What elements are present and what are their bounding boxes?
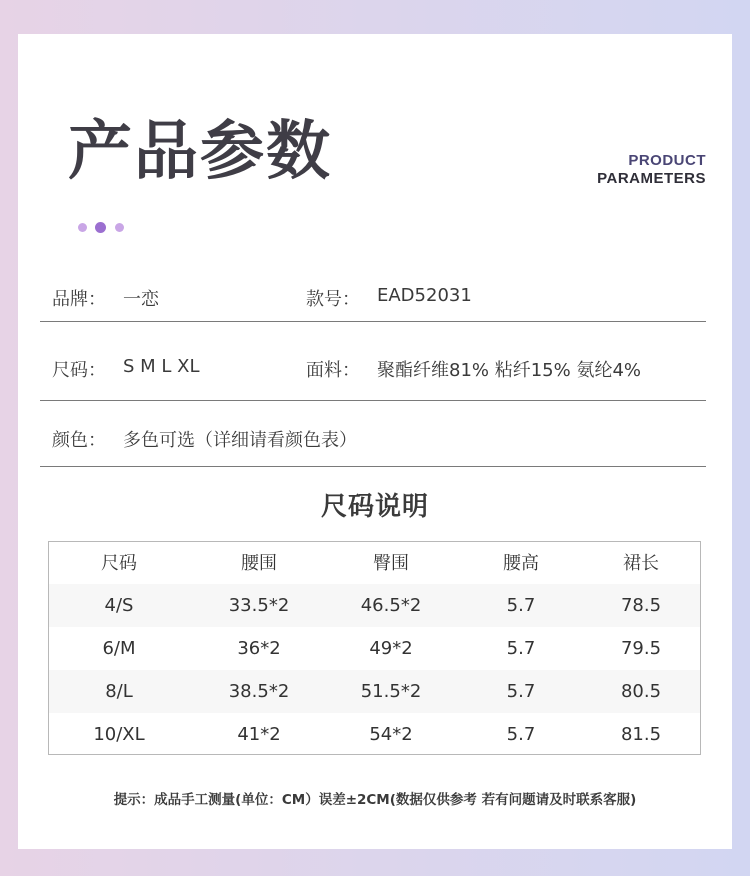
param-row-color <box>40 426 706 450</box>
table-cell: 49*2 <box>369 638 413 659</box>
table-cell: 5.7 <box>506 595 536 616</box>
measurement-note: 提示：成品手工测量(单位：CM）误差±2CM(数据仅供参考 若有问题请及时联系客服) <box>113 792 637 808</box>
subtitle-line-1: PRODUCT <box>628 152 706 169</box>
page-title: 产品参数 <box>68 115 332 189</box>
table-cell: 38.5*2 <box>228 681 290 702</box>
style-value: EAD52031 <box>377 285 472 306</box>
table-cell: 36*2 <box>237 638 281 659</box>
dot-icon <box>95 222 106 233</box>
table-cell: 46.5*2 <box>360 595 422 616</box>
brand-value: 一恋 <box>123 289 159 310</box>
size-label: 尺码： <box>52 360 106 381</box>
size-value: S M L XL <box>123 356 200 377</box>
table-cell: 4/S <box>104 595 134 616</box>
param-row-brand <box>40 285 706 309</box>
table-cell: 5.7 <box>506 681 536 702</box>
parameter-card <box>18 34 732 849</box>
brand-label: 品牌： <box>52 289 106 310</box>
table-cell: 79.5 <box>620 638 662 659</box>
subtitle-line-2: PARAMETERS <box>597 170 706 187</box>
color-value: 多色可选（详细请看颜色表） <box>123 430 357 451</box>
size-table <box>48 541 701 755</box>
table-header: 腰围 <box>241 553 277 574</box>
table-cell: 41*2 <box>237 724 281 745</box>
param-row-size <box>40 356 706 380</box>
english-subtitle <box>597 152 706 188</box>
table-cell: 33.5*2 <box>228 595 290 616</box>
table-cell: 5.7 <box>506 638 536 659</box>
table-row <box>49 627 700 670</box>
divider <box>40 466 706 467</box>
table-cell: 80.5 <box>620 681 662 702</box>
table-cell: 81.5 <box>620 724 662 745</box>
divider <box>40 400 706 401</box>
table-cell: 8/L <box>105 681 133 702</box>
table-cell: 5.7 <box>506 724 536 745</box>
table-header: 尺码 <box>101 553 137 574</box>
color-label: 颜色： <box>52 430 106 451</box>
table-row <box>49 584 700 627</box>
table-cell: 51.5*2 <box>360 681 422 702</box>
dot-icon <box>78 223 87 232</box>
table-cell: 6/M <box>102 638 136 659</box>
table-cell: 78.5 <box>620 595 662 616</box>
table-cell: 54*2 <box>369 724 413 745</box>
size-chart-title: 尺码说明 <box>320 492 429 522</box>
dot-icon <box>115 223 124 232</box>
table-header: 裙长 <box>623 553 659 574</box>
table-header-row <box>49 542 700 585</box>
table-row <box>49 670 700 713</box>
table-cell: 10/XL <box>93 724 145 745</box>
fabric-label: 面料： <box>306 360 360 381</box>
divider <box>40 321 706 322</box>
style-label: 款号： <box>306 289 360 310</box>
table-header: 臀围 <box>373 553 409 574</box>
table-header: 腰高 <box>503 553 539 574</box>
table-row <box>49 713 700 756</box>
fabric-value: 聚酯纤维81% 粘纤15% 氨纶4% <box>377 360 642 381</box>
